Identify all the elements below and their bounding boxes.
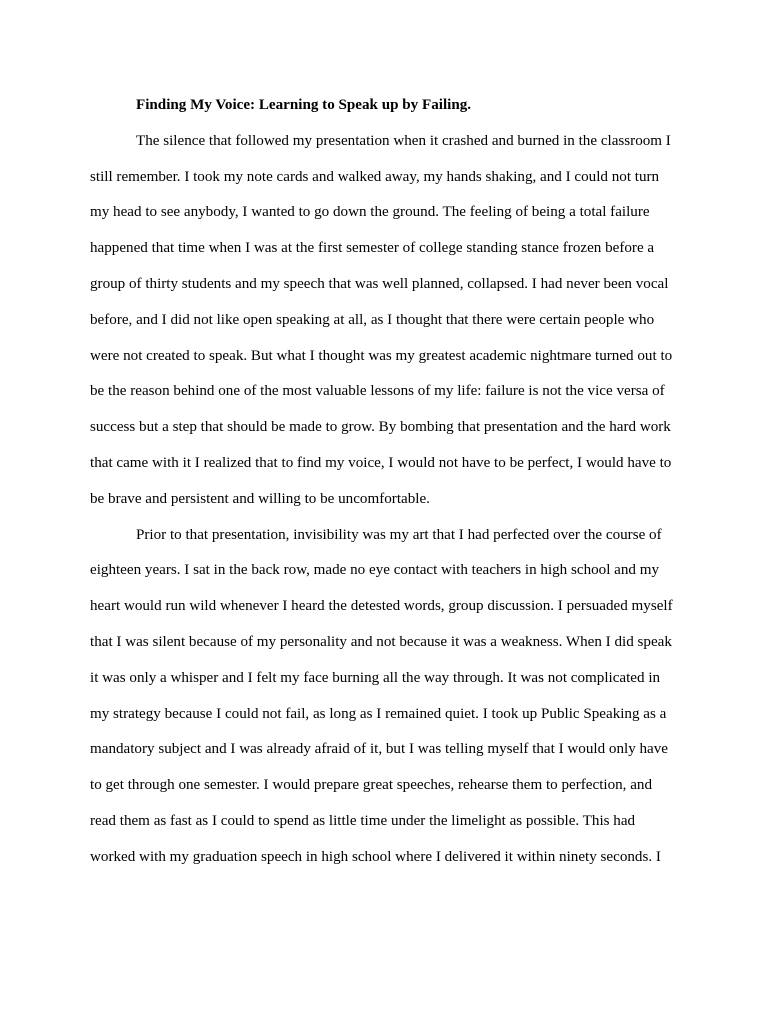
paragraph-line: group of thirty students and my speech that was well planned, collapsed. I had never been vocal xyxy=(90,275,669,292)
paragraph-line: heart would run wild whenever I heard the detested words, group discussion. I persuaded myself xyxy=(90,598,673,615)
paragraph-line: be the reason behind one of the most valuable lessons of my life: failure is not the vice versa of xyxy=(90,383,665,400)
paragraph-line: before, and I did not like open speaking at all, as I thought that there were certain people who xyxy=(90,311,655,328)
document-title: Finding My Voice: Learning to Speak up by Failing. xyxy=(136,97,472,113)
paragraph-2 xyxy=(90,518,672,876)
paragraph-line: The silence that followed my presentation when it crashed and burned in the classroom I xyxy=(136,132,671,149)
paragraph-line: worked with my graduation speech in high school where I delivered it within ninety seconds. I xyxy=(90,848,661,865)
paragraph-line: mandatory subject and I was already afraid of it, but I was telling myself that I would only have xyxy=(90,741,669,758)
paragraph-1 xyxy=(90,124,672,518)
document-body xyxy=(90,88,672,876)
paragraph-line: to get through one semester. I would prepare great speeches, rehearse them to perfection, and xyxy=(90,777,653,794)
paragraph-line: that came with it I realized that to find my voice, I would not have to be perfect, I would have to xyxy=(90,454,672,471)
paragraph-line: be brave and persistent and willing to be uncomfortable. xyxy=(90,490,430,507)
paragraph-line: read them as fast as I could to spend as little time under the limelight as possible. This had xyxy=(90,812,636,829)
paragraph-line: my strategy because I could not fail, as long as I remained quiet. I took up Public Speaking as a xyxy=(90,705,667,722)
paragraph-line: success but a step that should be made to grow. By bombing that presentation and the hard work xyxy=(90,419,671,436)
paragraph-line: eighteen years. I sat in the back row, made no eye contact with teachers in high school and my xyxy=(90,562,660,579)
paragraph-line: that I was silent because of my personality and not because it was a weakness. When I did speak xyxy=(90,633,672,650)
paragraph-line: still remember. I took my note cards and walked away, my hands shaking, and I could not turn xyxy=(90,168,660,185)
paragraph-line: Prior to that presentation, invisibility was my art that I had perfected over the course of xyxy=(136,526,662,543)
paragraph-line: were not created to speak. But what I thought was my greatest academic nightmare turned out to xyxy=(90,347,673,364)
paragraph-line: happened that time when I was at the first semester of college standing stance frozen before a xyxy=(90,240,655,257)
paragraph-line: my head to see anybody, I wanted to go down the ground. The feeling of being a total failure xyxy=(90,204,650,221)
paragraph-line: it was only a whisper and I felt my face burning all the way through. It was not complicated in xyxy=(90,669,661,686)
